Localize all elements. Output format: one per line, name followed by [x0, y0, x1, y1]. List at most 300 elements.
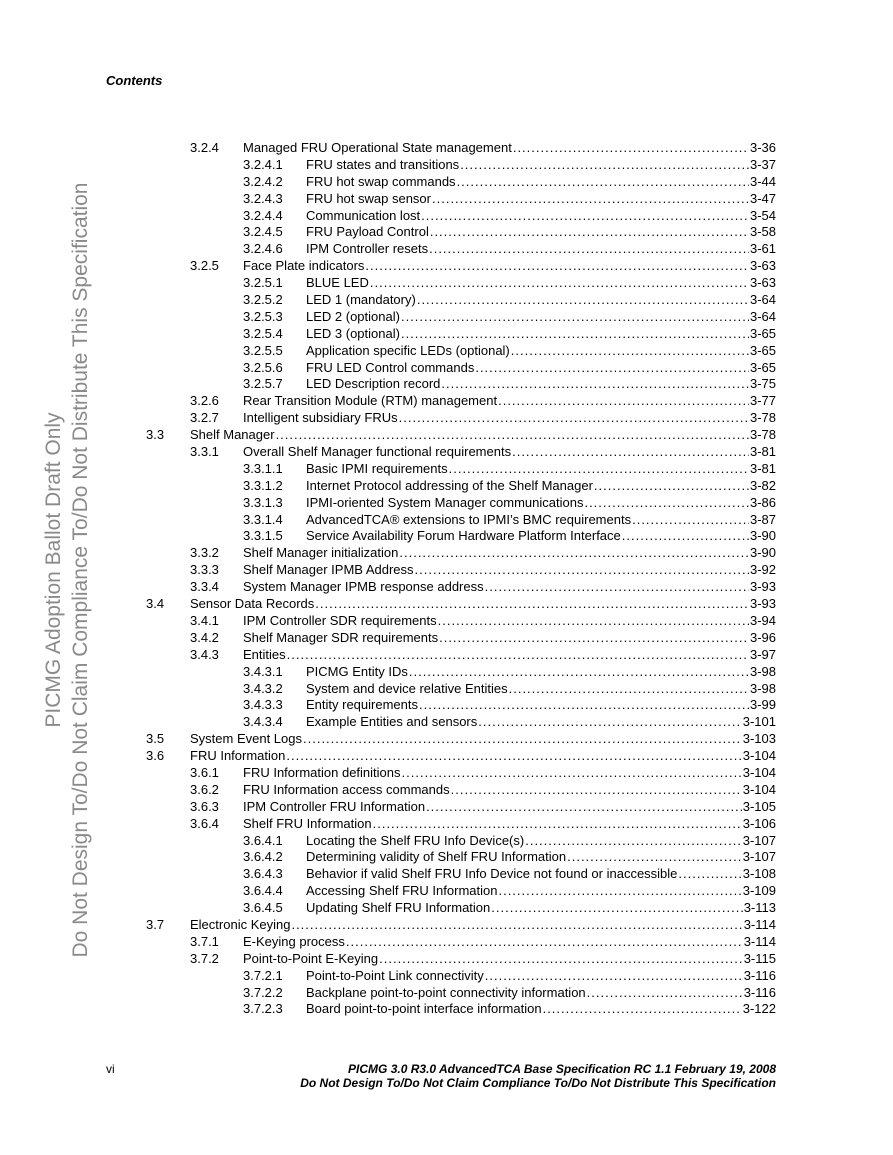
toc-dot-leader [346, 934, 743, 951]
toc-entry-body [306, 309, 776, 326]
toc-entry-page: 3-93 [749, 596, 776, 612]
toc-entry-number: 3.6.2 [190, 781, 219, 797]
toc-entry-number: 3.3.3 [190, 562, 219, 578]
toc-entry-page: 3-101 [742, 714, 776, 730]
toc-dot-leader [370, 275, 749, 292]
toc-entry-page: 3-98 [749, 680, 776, 696]
toc-entry-body [306, 714, 776, 731]
toc-entry-body [243, 613, 776, 630]
toc-dot-leader [401, 309, 749, 326]
toc-entry-title: Entities [243, 646, 286, 662]
toc-entry-number: 3.5 [146, 731, 165, 747]
toc-entry[interactable] [0, 478, 893, 495]
toc-entry-title: Managed FRU Operational State management [243, 140, 512, 155]
toc-entry-page: 3-109 [742, 883, 776, 899]
footer-distribution-notice: Do Not Design To/Do Not Claim Compliance To/Do Not Distribute This Specification [300, 1076, 776, 1090]
toc-entry-body [306, 1001, 776, 1018]
toc-dot-leader [475, 360, 749, 377]
toc-entry-body [243, 765, 776, 782]
toc-entry-title: Shelf Manager SDR requirements [243, 629, 439, 645]
toc-dot-leader [485, 579, 749, 596]
toc-entry-page: 3-81 [749, 444, 776, 460]
toc-entry[interactable] [0, 579, 893, 596]
toc-dot-leader [399, 410, 749, 427]
toc-dot-leader [399, 545, 749, 562]
toc-entry[interactable] [0, 174, 893, 191]
toc-entry[interactable] [0, 596, 893, 613]
toc-entry-number: 3.3.2 [190, 545, 219, 561]
toc-entry-page: 3-104 [742, 781, 776, 797]
toc-entry-body [306, 968, 776, 985]
toc-entry-number: 3.2.5 [190, 258, 219, 274]
toc-entry-page: 3-97 [749, 646, 776, 662]
toc-entry-number: 3.4.3.4 [243, 714, 283, 730]
toc-entry-number: 3.7.1 [190, 933, 219, 949]
toc-entry-number: 3.6.3 [190, 798, 219, 814]
toc-entry-body [306, 681, 776, 698]
toc-dot-leader [419, 697, 749, 714]
toc-entry-page: 3-65 [749, 342, 776, 358]
toc-dot-leader [457, 174, 749, 191]
toc-dot-leader [276, 427, 749, 444]
toc-entry[interactable] [0, 258, 893, 275]
toc-entry-number: 3.3.1.1 [243, 460, 283, 476]
toc-entry-body [306, 343, 776, 360]
toc-entry-title: Shelf Manager [190, 427, 275, 443]
toc-dot-leader [622, 528, 749, 545]
toc-entry-page: 3-78 [749, 427, 776, 443]
toc-entry-number: 3.6 [146, 748, 165, 764]
toc-dot-leader [632, 512, 749, 529]
toc-entry[interactable] [0, 782, 893, 799]
toc-entry-page: 3-37 [749, 156, 776, 172]
toc-entry-body [306, 191, 776, 208]
toc-dot-leader [415, 562, 749, 579]
toc-entry[interactable] [0, 495, 893, 512]
toc-entry-number: 3.6.4.3 [243, 866, 283, 882]
toc-dot-leader [426, 799, 742, 816]
toc-dot-leader [401, 326, 749, 343]
toc-entry-page: 3-78 [749, 410, 776, 426]
toc-entry-body [190, 427, 776, 444]
toc-entry[interactable] [0, 376, 893, 393]
footer-spec-title: PICMG 3.0 R3.0 AdvancedTCA Base Specification RC 1.1 February 19, 2008 [348, 1062, 776, 1076]
toc-entry[interactable] [0, 731, 893, 748]
toc-entry-page: 3-82 [749, 477, 776, 493]
toc-entry-page: 3-61 [749, 241, 776, 257]
toc-entry-title: Example Entities and sensors [306, 714, 478, 730]
toc-entry-body [306, 664, 776, 681]
toc-entry-title: LED 2 (optional) [306, 308, 400, 324]
toc-dot-leader [478, 714, 741, 731]
table-of-contents [0, 140, 893, 1018]
toc-entry[interactable] [0, 208, 893, 225]
toc-entry-page: 3-114 [743, 933, 776, 949]
toc-entry[interactable] [0, 968, 893, 985]
toc-entry-body [306, 292, 776, 309]
toc-dot-leader [491, 900, 742, 917]
toc-entry-body [243, 258, 776, 275]
toc-dot-leader [567, 849, 742, 866]
toc-entry-page: 3-108 [742, 866, 776, 882]
toc-entry-body [243, 393, 776, 410]
toc-entry-title: Locating the Shelf FRU Info Device(s) [306, 832, 525, 848]
toc-entry[interactable] [0, 410, 893, 427]
toc-entry-number: 3.4.3 [190, 646, 219, 662]
toc-entry-title: Point-to-Point Link connectivity [306, 967, 484, 983]
toc-dot-leader [498, 393, 749, 410]
toc-entry-number: 3.2.5.5 [243, 342, 283, 358]
toc-entry-page: 3-107 [742, 832, 776, 848]
toc-dot-leader [498, 883, 741, 900]
toc-entry-number: 3.4.2 [190, 629, 219, 645]
toc-entry-number: 3.4.3.3 [243, 697, 283, 713]
toc-entry-body [306, 241, 776, 258]
toc-entry-title: Behavior if valid Shelf FRU Info Device not found or inaccessible [306, 866, 678, 882]
toc-dot-leader [421, 208, 749, 225]
toc-entry-title: IPM Controller SDR requirements [243, 612, 437, 628]
toc-entry-number: 3.3.1.4 [243, 511, 283, 527]
toc-entry-number: 3.7.2.1 [243, 967, 283, 983]
toc-entry-body [306, 833, 776, 850]
toc-entry-number: 3.2.5.4 [243, 325, 283, 341]
toc-entry-body [306, 208, 776, 225]
toc-entry-number: 3.6.4 [190, 815, 219, 831]
toc-entry-number: 3.4.1 [190, 612, 219, 628]
toc-entry-page: 3-116 [743, 967, 776, 983]
watermark-line-2: Do Not Design To/Do Not Claim Compliance To/Do Not Distribute This Specification [69, 182, 92, 958]
toc-entry-body [243, 799, 776, 816]
toc-entry-body [243, 782, 776, 799]
toc-entry-body [306, 900, 776, 917]
toc-entry[interactable] [0, 427, 893, 444]
toc-entry-title: Face Plate indicators [243, 258, 365, 274]
toc-entry-number: 3.2.4.2 [243, 173, 283, 189]
toc-entry-page: 3-122 [742, 1001, 776, 1017]
toc-entry[interactable] [0, 664, 893, 681]
toc-entry-body [243, 934, 776, 951]
toc-entry[interactable] [0, 326, 893, 343]
toc-entry[interactable] [0, 833, 893, 850]
toc-entry-title: Overall Shelf Manager functional requirements [243, 444, 512, 460]
toc-entry-page: 3-54 [749, 207, 776, 223]
toc-entry-page: 3-103 [742, 731, 776, 747]
toc-entry[interactable] [0, 275, 893, 292]
toc-entry[interactable] [0, 444, 893, 461]
toc-entry-page: 3-44 [749, 173, 776, 189]
toc-entry-page: 3-36 [749, 140, 776, 155]
toc-entry[interactable] [0, 917, 893, 934]
toc-entry-title: Board point-to-point interface information [306, 1001, 542, 1017]
toc-entry-page: 3-65 [749, 325, 776, 341]
toc-dot-leader [449, 461, 749, 478]
toc-dot-leader [509, 681, 749, 698]
toc-entry[interactable] [0, 681, 893, 698]
toc-dot-leader [587, 985, 743, 1002]
toc-entry-page: 3-64 [749, 292, 776, 308]
toc-entry-title: Entity requirements [306, 697, 418, 713]
toc-entry-title: Shelf Manager initialization [243, 545, 399, 561]
toc-entry-title: E-Keying process [243, 933, 345, 949]
toc-dot-leader [485, 968, 743, 985]
toc-entry-page: 3-58 [749, 224, 776, 240]
toc-entry-title: FRU hot swap commands [306, 173, 456, 189]
toc-entry-page: 3-90 [749, 528, 776, 544]
toc-entry[interactable] [0, 714, 893, 731]
toc-dot-leader [543, 1001, 742, 1018]
toc-entry-title: FRU Information definitions [243, 764, 401, 780]
toc-entry-body [243, 630, 776, 647]
toc-entry-number: 3.2.4.1 [243, 156, 283, 172]
toc-entry[interactable] [0, 292, 893, 309]
toc-entry-page: 3-64 [749, 308, 776, 324]
toc-entry-number: 3.2.6 [190, 393, 219, 409]
toc-dot-leader [441, 376, 749, 393]
toc-entry-body [306, 697, 776, 714]
toc-entry-title: PICMG Entity IDs [306, 663, 408, 679]
toc-entry-number: 3.2.4 [190, 140, 219, 155]
toc-dot-leader [451, 782, 742, 799]
toc-entry-page: 3-96 [749, 629, 776, 645]
toc-dot-leader [417, 292, 749, 309]
toc-dot-leader [315, 596, 749, 613]
toc-entry-title: Determining validity of Shelf FRU Information [306, 849, 567, 865]
toc-entry-title: FRU Information [190, 748, 286, 764]
toc-entry-body [190, 596, 776, 613]
toc-entry-page: 3-90 [749, 545, 776, 561]
toc-entry-number: 3.2.5.6 [243, 359, 283, 375]
toc-dot-leader [430, 224, 749, 241]
toc-entry-title: Accessing Shelf FRU Information [306, 883, 498, 899]
toc-entry-body [306, 849, 776, 866]
toc-entry-page: 3-63 [749, 258, 776, 274]
toc-entry-title: LED Description record [306, 376, 441, 392]
toc-entry[interactable] [0, 883, 893, 900]
toc-entry[interactable] [0, 748, 893, 765]
toc-entry-number: 3.2.4.5 [243, 224, 283, 240]
toc-entry-title: LED 3 (optional) [306, 325, 400, 341]
toc-entry[interactable] [0, 613, 893, 630]
toc-entry[interactable] [0, 241, 893, 258]
toc-entry-title: FRU LED Control commands [306, 359, 475, 375]
toc-entry-body [306, 326, 776, 343]
toc-entry-title: IPM Controller resets [306, 241, 429, 257]
toc-entry[interactable] [0, 191, 893, 208]
toc-entry-body [306, 528, 776, 545]
toc-entry-page: 3-106 [742, 815, 776, 831]
toc-entry-body [243, 816, 776, 833]
toc-entry[interactable] [0, 697, 893, 714]
toc-entry-page: 3-81 [749, 460, 776, 476]
toc-entry-number: 3.6.4.5 [243, 900, 283, 916]
toc-entry-number: 3.2.5.3 [243, 308, 283, 324]
toc-entry-page: 3-86 [749, 494, 776, 510]
toc-entry-number: 3.7.2.2 [243, 984, 283, 1000]
toc-dot-leader [373, 816, 742, 833]
toc-entry-page: 3-107 [742, 849, 776, 865]
toc-dot-leader [678, 866, 741, 883]
toc-entry-body [243, 579, 776, 596]
toc-dot-leader [584, 495, 749, 512]
toc-entry-page: 3-104 [742, 764, 776, 780]
toc-entry-title: Internet Protocol addressing of the Shelf Manager [306, 477, 593, 493]
toc-entry-body [243, 951, 776, 968]
toc-entry[interactable] [0, 461, 893, 478]
toc-dot-leader [525, 833, 742, 850]
toc-entry-number: 3.6.4.2 [243, 849, 283, 865]
toc-entry-body [306, 866, 776, 883]
toc-entry-page: 3-92 [749, 562, 776, 578]
toc-entry-body [306, 883, 776, 900]
toc-entry-number: 3.4.3.2 [243, 680, 283, 696]
toc-entry-number: 3.6.4.4 [243, 883, 283, 899]
toc-dot-leader [438, 613, 749, 630]
toc-entry-number: 3.6.1 [190, 764, 219, 780]
toc-entry-title: LED 1 (mandatory) [306, 292, 416, 308]
toc-entry-number: 3.2.5.2 [243, 292, 283, 308]
toc-dot-leader [402, 765, 742, 782]
toc-entry-page: 3-104 [742, 748, 776, 764]
toc-entry[interactable] [0, 849, 893, 866]
toc-entry-body [306, 461, 776, 478]
toc-entry-page: 3-98 [749, 663, 776, 679]
toc-entry-title: FRU states and transitions [306, 156, 460, 172]
toc-entry[interactable] [0, 1001, 893, 1018]
toc-dot-leader [513, 140, 749, 157]
toc-entry-body [243, 140, 776, 157]
toc-entry[interactable] [0, 900, 893, 917]
toc-entry-number: 3.3 [146, 427, 165, 443]
toc-dot-leader [409, 664, 749, 681]
toc-dot-leader [429, 241, 749, 258]
toc-entry[interactable] [0, 360, 893, 377]
toc-entry-body [190, 731, 776, 748]
toc-entry[interactable] [0, 343, 893, 360]
toc-entry[interactable] [0, 985, 893, 1002]
toc-entry-body [306, 495, 776, 512]
toc-entry-body [243, 410, 776, 427]
toc-entry[interactable] [0, 528, 893, 545]
toc-dot-leader [286, 748, 741, 765]
toc-entry-number: 3.2.5.7 [243, 376, 283, 392]
toc-entry-title: Shelf FRU Information [243, 815, 372, 831]
toc-entry[interactable] [0, 799, 893, 816]
toc-entry-page: 3-87 [749, 511, 776, 527]
toc-entry-title: Intelligent subsidiary FRUs [243, 410, 398, 426]
toc-dot-leader [512, 444, 749, 461]
page-header-title: Contents [106, 73, 163, 88]
toc-dot-leader [291, 917, 742, 934]
toc-entry-body [306, 275, 776, 292]
toc-entry[interactable] [0, 545, 893, 562]
toc-entry-number: 3.3.1 [190, 444, 219, 460]
toc-entry-title: Sensor Data Records [190, 596, 315, 612]
toc-entry-title: Service Availability Forum Hardware Platform Interface [306, 528, 621, 544]
toc-entry-body [306, 174, 776, 191]
toc-entry-page: 3-116 [743, 984, 776, 1000]
toc-entry[interactable] [0, 866, 893, 883]
toc-entry[interactable] [0, 630, 893, 647]
toc-entry[interactable] [0, 765, 893, 782]
footer-page-number: vi [106, 1062, 115, 1076]
toc-entry-page: 3-94 [749, 612, 776, 628]
toc-entry-title: Electronic Keying [190, 916, 291, 932]
toc-entry-number: 3.2.7 [190, 410, 219, 426]
toc-entry-title: System and device relative Entities [306, 680, 508, 696]
toc-entry-number: 3.7.2 [190, 950, 219, 966]
toc-entry[interactable] [0, 393, 893, 410]
toc-entry-number: 3.4 [146, 596, 165, 612]
toc-dot-leader [303, 731, 742, 748]
toc-entry-body [243, 562, 776, 579]
toc-entry-body [243, 444, 776, 461]
toc-entry[interactable] [0, 934, 893, 951]
toc-dot-leader [460, 157, 749, 174]
toc-entry-number: 3.7.2.3 [243, 1001, 283, 1017]
toc-entry-body [243, 647, 776, 664]
toc-entry-title: System Manager IPMB response address [243, 579, 484, 595]
toc-entry-title: Basic IPMI requirements [306, 460, 448, 476]
toc-entry-page: 3-114 [743, 916, 776, 932]
toc-entry-number: 3.7 [146, 916, 165, 932]
toc-entry-number: 3.3.1.3 [243, 494, 283, 510]
toc-entry-number: 3.2.4.6 [243, 241, 283, 257]
toc-entry-body [190, 917, 776, 934]
toc-entry-body [306, 478, 776, 495]
toc-entry-body [306, 376, 776, 393]
toc-entry-title: Rear Transition Module (RTM) management [243, 393, 498, 409]
toc-entry-body [243, 545, 776, 562]
toc-entry-number: 3.2.5.1 [243, 275, 283, 291]
toc-entry-title: Application specific LEDs (optional) [306, 342, 510, 358]
toc-entry[interactable] [0, 647, 893, 664]
toc-entry[interactable] [0, 562, 893, 579]
toc-entry-title: System Event Logs [190, 731, 302, 747]
toc-entry-number: 3.3.1.5 [243, 528, 283, 544]
toc-dot-leader [432, 191, 749, 208]
toc-entry-body [306, 512, 776, 529]
toc-entry-page: 3-47 [749, 190, 776, 206]
toc-entry-page: 3-99 [749, 697, 776, 713]
toc-entry[interactable] [0, 512, 893, 529]
toc-dot-leader [287, 647, 749, 664]
toc-entry-title: Shelf Manager IPMB Address [243, 562, 414, 578]
toc-entry-title: Backplane point-to-point connectivity information [306, 984, 586, 1000]
toc-entry[interactable] [0, 309, 893, 326]
toc-entry[interactable] [0, 157, 893, 174]
toc-entry-title: Communication lost [306, 207, 421, 223]
toc-entry[interactable] [0, 140, 893, 157]
toc-entry-number: 3.4.3.1 [243, 663, 283, 679]
toc-dot-leader [379, 951, 743, 968]
toc-entry-title: BLUE LED [306, 275, 369, 291]
toc-entry-body [306, 157, 776, 174]
toc-entry-body [190, 748, 776, 765]
toc-dot-leader [439, 630, 749, 647]
toc-entry-number: 3.3.1.2 [243, 477, 283, 493]
toc-dot-leader [511, 343, 749, 360]
toc-entry-number: 3.2.4.3 [243, 190, 283, 206]
toc-entry[interactable] [0, 816, 893, 833]
toc-entry[interactable] [0, 951, 893, 968]
toc-entry[interactable] [0, 224, 893, 241]
watermark-line-1: PICMG Adoption Ballot Draft Only [42, 412, 65, 728]
toc-entry-title: Point-to-Point E-Keying [243, 950, 379, 966]
toc-entry-title: IPMI-oriented System Manager communications [306, 494, 584, 510]
toc-entry-title: IPM Controller FRU Information [243, 798, 426, 814]
toc-entry-page: 3-93 [749, 579, 776, 595]
toc-entry-page: 3-115 [743, 950, 776, 966]
